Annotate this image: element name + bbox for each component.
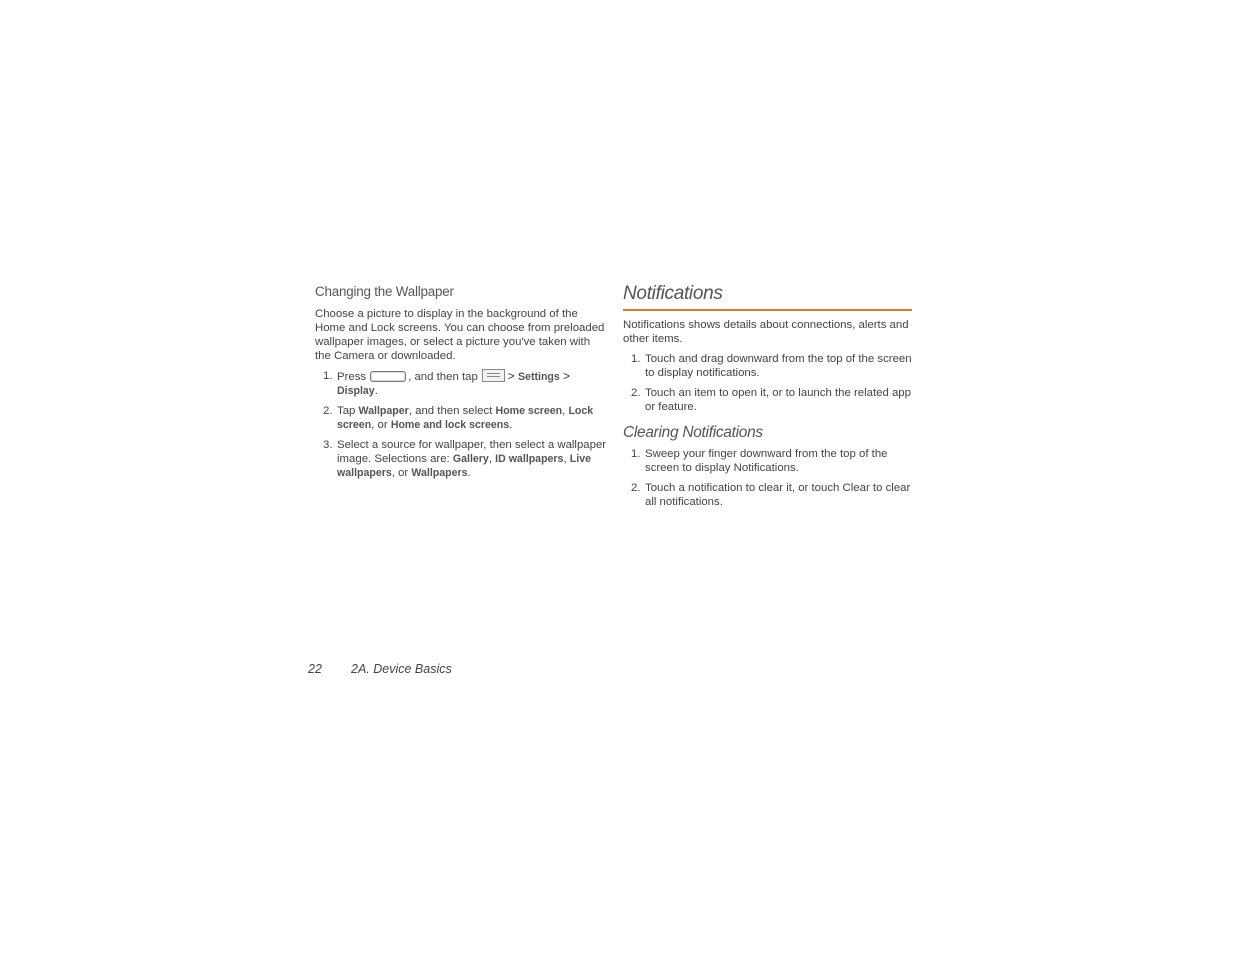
ui-term-id-wallpapers: ID wallpapers bbox=[495, 453, 564, 465]
ui-term-live-wallpapers: Live wallpapers bbox=[337, 453, 591, 479]
list-item bbox=[623, 386, 912, 414]
title-divider bbox=[623, 309, 912, 311]
ui-term-home-screen: Home screen bbox=[495, 405, 563, 417]
step-text: Touch and drag downward from the top of the screen to display notifications. bbox=[645, 353, 912, 379]
step-number: 2. bbox=[631, 387, 641, 399]
home-key-icon bbox=[370, 371, 406, 382]
ui-term-lock-screen: Lock screen bbox=[337, 405, 594, 431]
ui-term-settings: Settings bbox=[517, 371, 560, 383]
step-text: , and then tap bbox=[408, 371, 478, 383]
step-text: Touch an item to open it, or to launch the related app or feature. bbox=[645, 387, 911, 413]
chevron-right-icon: > bbox=[562, 369, 570, 383]
step-number: 2. bbox=[323, 405, 333, 417]
step-number: 2. bbox=[631, 482, 641, 494]
step-number: 1. bbox=[631, 448, 641, 460]
ui-term-wallpapers: Wallpapers bbox=[411, 467, 468, 479]
list-item bbox=[623, 447, 912, 475]
step-text: Sweep your finger downward from the top of the screen to display Notifications. bbox=[645, 448, 888, 474]
step-number: 1. bbox=[323, 370, 333, 382]
list-item bbox=[623, 481, 912, 509]
intro-paragraph: Notifications shows details about connections, alerts and other items. bbox=[623, 319, 909, 345]
list-item: 3. Select a source for wallpaper, then select a wallpaper image. Selections are: Gallery, ID wallpapers, Live wallpapers, or Wallpapers. bbox=[323, 439, 607, 479]
clear-notification-steps bbox=[623, 447, 912, 509]
step-number: 3. bbox=[323, 439, 333, 451]
ui-term-gallery: Gallery bbox=[452, 453, 489, 465]
wallpaper-steps bbox=[315, 369, 607, 480]
right-column bbox=[623, 282, 912, 515]
section-name: 2A. Device Basics bbox=[351, 662, 452, 676]
chevron-right-icon: > bbox=[507, 369, 515, 383]
step-text: Tap bbox=[337, 405, 356, 417]
page-title: Notifications bbox=[623, 283, 723, 304]
step-number: 1. bbox=[631, 353, 641, 365]
list-item bbox=[623, 352, 912, 380]
section-subtitle: Clearing Notifications bbox=[623, 424, 763, 441]
step-text: Press bbox=[337, 371, 367, 383]
left-column bbox=[315, 284, 607, 486]
notification-steps bbox=[623, 352, 912, 414]
list-item: 1. Press , and then tap > Settings > Display. bbox=[323, 369, 570, 397]
page-footer bbox=[308, 662, 452, 676]
ui-term-home-and-lock: Home and lock screens bbox=[390, 419, 510, 431]
section-heading: Changing the Wallpaper bbox=[315, 284, 454, 299]
step-text: Select a source for wallpaper, then select a wallpaper image. Selections are: bbox=[337, 439, 607, 465]
ui-term-wallpaper: Wallpaper bbox=[358, 405, 409, 417]
ui-term-display: Display bbox=[337, 385, 375, 397]
page-number: 22 bbox=[308, 662, 322, 676]
menu-key-icon bbox=[482, 369, 505, 382]
step-text: Touch a notification to clear it, or touch Clear to clear all notifications. bbox=[645, 482, 911, 508]
intro-paragraph: Choose a picture to display in the background of the Home and Lock screens. You can choose from preloaded wallpaper images, or select a picture you've taken with the Camera or downloaded. bbox=[315, 308, 605, 362]
list-item: 2. Tap Wallpaper, and then select Home screen, Lock screen, or Home and lock screens. bbox=[323, 405, 594, 431]
